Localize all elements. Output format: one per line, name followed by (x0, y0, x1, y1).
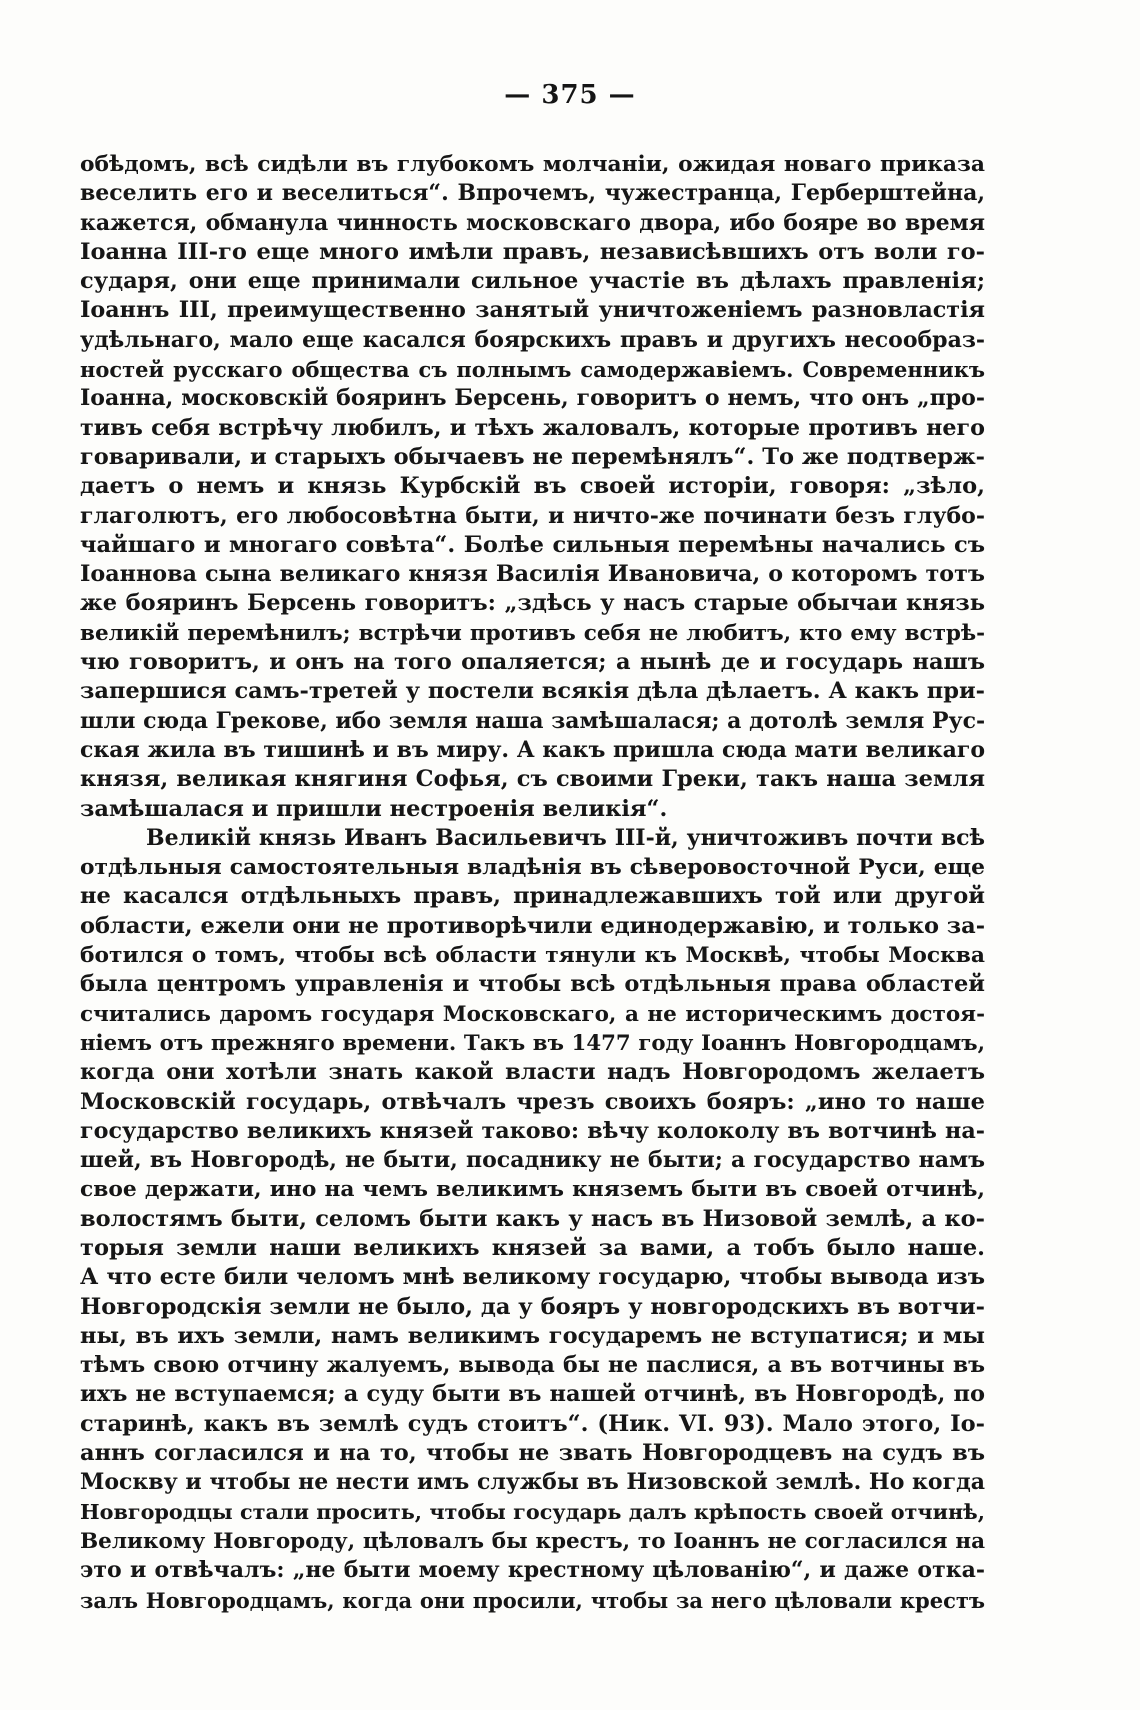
text-line: аннъ согласился и на то, чтобы не звать Новгородцевъ на судъ въ (80, 1440, 985, 1467)
text-line: старинѣ, какъ въ землѣ судъ стоитъ“. (Ник. VI. 93). Мало этого, Іо- (80, 1410, 985, 1437)
text-line: ихъ не вступаемся; а суду быти въ нашей отчинѣ, въ Новгородѣ, по (80, 1381, 985, 1408)
text-line: А что есте били челомъ мнѣ великому государю, чтобы вывода изъ (80, 1264, 985, 1291)
text-line: тѣмъ свою отчину жалуемъ, вывода бы не паслися, а въ вотчины въ (80, 1352, 985, 1379)
text-line: шей, въ Новгородѣ, не быти, посаднику не быти; а государство намъ (80, 1147, 985, 1174)
text-line: Іоанна III-го еще много имѣли правъ, независѣвшихъ отъ воли го- (80, 238, 985, 265)
text-line: князя, великая княгиня Софья, съ своими Греки, такъ наша земля (80, 766, 985, 793)
page-number: — 375 — (504, 80, 636, 110)
text-line: чайшаго и многаго совѣта“. Болѣе сильныя перемѣны начались съ (80, 531, 985, 558)
paragraph (80, 150, 985, 824)
text-line: это и отвѣчалъ: „не быти моему крестному цѣлованiю“, и даже отка- (80, 1557, 985, 1584)
text-line: глаголютъ, его любосовѣтна быти, и ничто-же починати безъ глубо- (80, 502, 985, 529)
text-line: Новгородскiя земли не было, да у бояръ у новгородскихъ въ вотчи- (80, 1293, 985, 1320)
text-line: Москву и чтобы не нести имъ службы въ Низовской землѣ. Но когда (80, 1469, 985, 1496)
text-line: чю говоритъ, и онъ на того опаляется; а нынѣ де и государь нашъ (80, 649, 985, 676)
text-line: области, ежели они не противорѣчили единодержавiю, и только за- (80, 912, 985, 939)
paragraph (80, 824, 985, 1615)
text-line: ботился о томъ, чтобы всѣ области тянули къ Москвѣ, чтобы Москва (80, 943, 985, 969)
text-line: не касался отдѣльныхъ правъ, принадлежавшихъ той или другой (80, 883, 985, 910)
text-line: даетъ о немъ и князь Курбскiй въ своей исторiи, говоря: „зѣло, (80, 473, 985, 500)
text-line: шли сюда Грекове, ибо земля наша замѣшалася; а дотолѣ земля Рус- (80, 707, 985, 734)
text-line: Великiй князь Иванъ Васильевичъ III-й, уничтоживъ почти всѣ (146, 824, 985, 851)
text-line: великiй перемѣнилъ; встрѣчи противъ себя не любитъ, кто ему встрѣ- (80, 620, 985, 646)
text-line: свое держати, ино на чемъ великимъ княземъ быти въ своей отчинѣ, (80, 1177, 985, 1203)
text-line: замѣшалася и пришли нестроенiя великiя“. (80, 795, 668, 822)
text-line: считались даромъ государя Московскаго, а не историческимъ достоя- (80, 1001, 985, 1027)
text-line: обѣдомъ, всѣ сидѣли въ глубокомъ молчанiи, ожидая новаго приказа (80, 152, 985, 177)
text-line: запершися самъ-третей у постели всякiя дѣла дѣлаетъ. А какъ при- (80, 678, 985, 705)
text-line: тивъ себя встрѣчу любилъ, и тѣхъ жаловалъ, которые противъ него (80, 414, 985, 441)
text-line: ны, въ ихъ земли, намъ великимъ государемъ не вступатися; и мы (80, 1322, 985, 1349)
text-line: веселить его и веселиться“. Впрочемъ, чужестранца, Герберштейна, (80, 180, 985, 207)
text-line: удѣльнаго, мало еще касался боярскихъ правъ и другихъ несообраз- (80, 326, 985, 353)
body-text (80, 150, 985, 1615)
text-line: была центромъ управленiя и чтобы всѣ отдѣльныя права областей (80, 971, 985, 998)
text-line: когда они хотѣли знать какой власти надъ Новгородомъ желаетъ (80, 1059, 985, 1086)
text-line: Новгородцы стали просить, чтобы государь далъ крѣпость своей отчинѣ, (80, 1499, 985, 1524)
text-line: государство великихъ князей таково: вѣчу колоколу въ вотчинѣ на- (80, 1117, 985, 1144)
text-line: ностей русскаго общества съ полнымъ самодержавiемъ. Современникъ (80, 357, 985, 383)
text-line: сударя, они еще принимали сильное участiе въ дѣлахъ правленiя; (80, 268, 985, 295)
text-line: Іоаннова сына великаго князя Василiя Ивановича, о которомъ тотъ (80, 561, 985, 588)
text-line: Великому Новгороду, цѣловалъ бы крестъ, то Іоаннъ не согласился на (80, 1528, 985, 1554)
text-line: же бояринъ Берсень говоритъ: „здѣсь у насъ старые обычаи князь (80, 590, 985, 617)
text-line: ская жила въ тишинѣ и въ миру. А какъ пришла сюда мати великаго (80, 736, 985, 763)
text-line: Іоанна, московскiй бояринъ Берсень, говоритъ о немъ, что онъ „про- (80, 385, 985, 412)
text-line: Московскiй государь, отвѣчалъ чрезъ своихъ бояръ: „ино то наше (80, 1088, 985, 1115)
text-line: кажется, обманула чинность московскаго двора, ибо бояре во время (80, 209, 985, 236)
text-line: нiемъ отъ прежняго времени. Такъ въ 1477 году Іоаннъ Новгородцамъ, (80, 1030, 985, 1056)
text-line: волостямъ быти, селомъ быти какъ у насъ въ Низовой землѣ, а ко- (80, 1205, 985, 1232)
text-line: торыя земли наши великихъ князей за вами, а тобъ было наше. (80, 1234, 985, 1261)
text-line: залъ Новгородцамъ, когда они просили, чтобы за него цѣловали крестъ (80, 1587, 985, 1613)
text-line: отдѣльныя самостоятельныя владѣнiя въ сѣверовосточной Руси, еще (80, 855, 985, 881)
text-line: Іоаннъ III, преимущественно занятый уничтоженiемъ разновластiя (80, 297, 985, 324)
text-line: говаривали, и старыхъ обычаевъ не перемѣнялъ“. То же подтверж- (80, 443, 985, 470)
